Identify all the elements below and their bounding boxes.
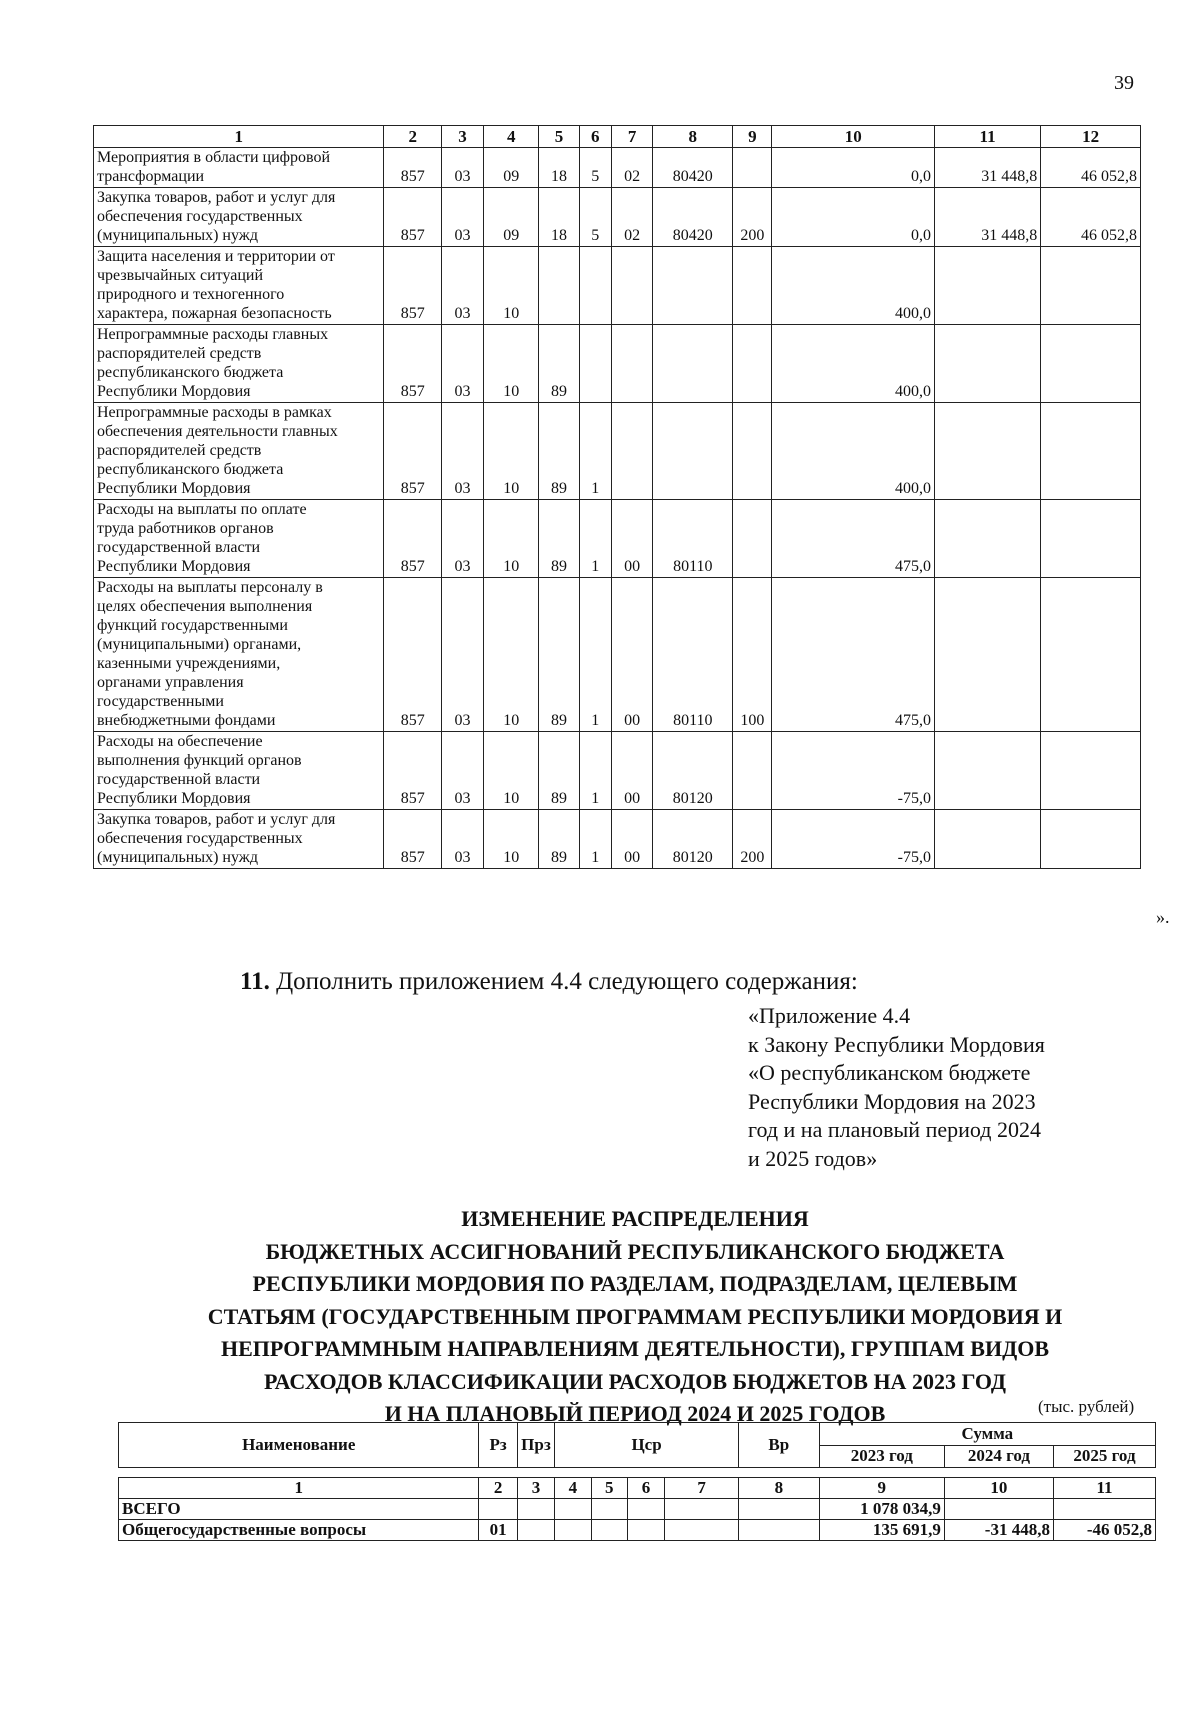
table-row [94, 247, 1141, 325]
column-header: 7 [612, 126, 653, 148]
table-cell [665, 1520, 739, 1541]
row-name-line: Расходы на выплаты персоналу в [97, 579, 323, 596]
table-cell [738, 1499, 819, 1520]
column-number: 1 [119, 1478, 479, 1499]
table-cell: 10 [484, 325, 539, 403]
table-cell: 857 [384, 403, 441, 500]
item-number: 11. [240, 968, 270, 995]
table-cell [1041, 403, 1141, 500]
table-cell: 00 [612, 500, 653, 578]
item-11-paragraph [240, 968, 858, 996]
table-cell [579, 247, 612, 325]
table-cell [934, 732, 1040, 810]
header-sum: Сумма [819, 1423, 1155, 1446]
row-name-line: государственными [97, 693, 224, 710]
column-number: 3 [517, 1478, 554, 1499]
appendix-reference [748, 1002, 1128, 1173]
column-header: 12 [1041, 126, 1141, 148]
appendix-line: Республики Мордовия на 2023 [748, 1088, 1036, 1114]
row-name: ВСЕГО [119, 1499, 479, 1520]
table-cell: 18 [539, 148, 579, 188]
table-cell [1041, 500, 1141, 578]
table-cell: 5 [579, 148, 612, 188]
row-name-line: распорядителей средств [97, 442, 262, 459]
row-name-line: (муниципальных) нужд [97, 849, 258, 866]
table-cell: 10 [484, 732, 539, 810]
table-cell: 09 [484, 148, 539, 188]
table-cell [517, 1499, 554, 1520]
table-cell: 03 [441, 810, 483, 869]
table-cell [555, 1499, 591, 1520]
table-cell [1041, 810, 1141, 869]
table-cell: 857 [384, 810, 441, 869]
table-cell [612, 325, 653, 403]
heading-line: И НА ПЛАНОВЫЙ ПЕРИОД 2024 И 2025 ГОДОВ [384, 1401, 886, 1426]
table-cell: 80120 [653, 732, 733, 810]
table-cell [934, 578, 1040, 732]
table2-gap [119, 1468, 1156, 1478]
table-cell [934, 810, 1040, 869]
table-cell [733, 500, 772, 578]
table-cell [653, 247, 733, 325]
appendix-line: год и на плановый период 2024 [748, 1117, 1041, 1142]
table-cell: 46 052,8 [1041, 148, 1141, 188]
table-row [119, 1499, 1156, 1520]
row-name-line: Непрограммные расходы главных [97, 326, 329, 343]
heading-line: СТАТЬЯМ (ГОСУДАРСТВЕННЫМ ПРОГРАММАМ РЕСПУБЛИКИ МОРДОВИЯ И [207, 1303, 1063, 1329]
row-name-line: обеспечения государственных [97, 208, 303, 225]
row-name [94, 325, 384, 403]
row-name-line: обеспечения деятельности главных [97, 423, 338, 440]
table-row [119, 1520, 1156, 1541]
table-cell: 10 [484, 403, 539, 500]
table-cell: 00 [612, 578, 653, 732]
row-name [94, 188, 384, 247]
row-name [94, 403, 384, 500]
table-row [94, 500, 1141, 578]
table-cell: -75,0 [772, 732, 935, 810]
table-cell: 1 078 034,9 [819, 1499, 944, 1520]
table-cell [479, 1499, 517, 1520]
row-name-line: труда работников органов [97, 520, 274, 537]
table-row [94, 810, 1141, 869]
table-cell: 857 [384, 325, 441, 403]
table-cell [579, 325, 612, 403]
row-name-line: Закупка товаров, работ и услуг для [97, 189, 336, 206]
row-name [94, 247, 384, 325]
row-name-line: Республики Мордовия [97, 383, 251, 400]
column-header: 11 [934, 126, 1040, 148]
table-cell: 80110 [653, 500, 733, 578]
row-name-line: функций государственными [97, 617, 288, 634]
table-row [94, 403, 1141, 500]
table-cell: -75,0 [772, 810, 935, 869]
table-cell: 857 [384, 148, 441, 188]
table-cell [733, 148, 772, 188]
heading-line: РЕСПУБЛИКИ МОРДОВИЯ ПО РАЗДЕЛАМ, ПОДРАЗДЕЛАМ, ЦЕЛЕВЫМ [252, 1271, 1018, 1296]
table-cell: 46 052,8 [1041, 188, 1141, 247]
column-header: 1 [94, 126, 384, 148]
table-cell [738, 1520, 819, 1541]
header-rz: Рз [479, 1423, 517, 1468]
column-number: 8 [738, 1478, 819, 1499]
row-name-line: Непрограммные расходы в рамках [97, 404, 332, 421]
row-name-line: казенными учреждениями, [97, 655, 281, 672]
table-cell [591, 1520, 627, 1541]
column-number: 11 [1053, 1478, 1155, 1499]
header-2023: 2023 год [819, 1445, 944, 1468]
row-name-line: государственной власти [97, 539, 261, 556]
table-cell: 1 [579, 732, 612, 810]
row-name-line: чрезвычайных ситуаций [97, 267, 264, 284]
table-cell: 475,0 [772, 578, 935, 732]
row-name-line: выполнения функций органов [97, 752, 302, 769]
section-heading [150, 1203, 1120, 1431]
header-2025: 2025 год [1053, 1445, 1155, 1468]
table-cell: 89 [539, 325, 579, 403]
row-name-line: распорядителей средств [97, 345, 262, 362]
table-cell: 03 [441, 403, 483, 500]
row-name-line: обеспечения государственных [97, 830, 303, 847]
table-cell: 31 448,8 [934, 188, 1040, 247]
table-cell: 857 [384, 578, 441, 732]
table-cell: 03 [441, 148, 483, 188]
column-number: 6 [627, 1478, 664, 1499]
column-number: 2 [479, 1478, 517, 1499]
table-cell: 0,0 [772, 188, 935, 247]
table-cell [733, 732, 772, 810]
table-cell [1041, 732, 1141, 810]
row-name [94, 578, 384, 732]
table-cell: -31 448,8 [944, 1520, 1053, 1541]
table2-number-row [119, 1478, 1156, 1499]
column-header: 9 [733, 126, 772, 148]
column-number: 7 [665, 1478, 739, 1499]
header-vr: Вр [738, 1423, 819, 1468]
table-cell: 18 [539, 188, 579, 247]
column-header: 6 [579, 126, 612, 148]
table-cell: 89 [539, 578, 579, 732]
table-row [94, 732, 1141, 810]
row-name-line: Республики Мордовия [97, 558, 251, 575]
table-cell [944, 1499, 1053, 1520]
heading-line: РАСХОДОВ КЛАССИФИКАЦИИ РАСХОДОВ БЮДЖЕТОВ НА 2023 ГОД [263, 1368, 1007, 1394]
row-name-line: Защита населения и территории от [97, 248, 335, 265]
row-name [94, 148, 384, 188]
heading-line: БЮДЖЕТНЫХ АССИГНОВАНИЙ РЕСПУБЛИКАНСКОГО БЮДЖЕТА [265, 1238, 1005, 1264]
table-cell [1053, 1499, 1155, 1520]
table-cell: 80110 [653, 578, 733, 732]
header-name: Наименование [119, 1423, 479, 1468]
column-number: 10 [944, 1478, 1053, 1499]
table-cell: 1 [579, 578, 612, 732]
heading-line: НЕПРОГРАММНЫМ НАПРАВЛЕНИЯМ ДЕЯТЕЛЬНОСТИ), ГРУППАМ ВИДОВ [221, 1336, 1049, 1361]
row-name-line: внебюджетными фондами [97, 712, 276, 729]
table-cell [539, 247, 579, 325]
row-name-line: государственной власти [97, 771, 261, 788]
column-header: 5 [539, 126, 579, 148]
table-cell: 1 [579, 810, 612, 869]
row-name-line: трансформации [97, 168, 205, 185]
table-cell: 857 [384, 732, 441, 810]
table-cell [517, 1520, 554, 1541]
column-number: 9 [819, 1478, 944, 1499]
row-name-line: Закупка товаров, работ и услуг для [97, 811, 336, 828]
table-cell [627, 1499, 664, 1520]
table-cell: 857 [384, 188, 441, 247]
row-name-line: (муниципальными) органами, [97, 636, 302, 653]
table-cell: 03 [441, 247, 483, 325]
row-name-line: природного и техногенного [97, 286, 285, 303]
table-cell: 400,0 [772, 403, 935, 500]
table-cell: 03 [441, 325, 483, 403]
table-cell: 10 [484, 578, 539, 732]
table-cell [1041, 247, 1141, 325]
table-cell: 475,0 [772, 500, 935, 578]
table-header-row [94, 126, 1141, 148]
item-text: Дополнить приложением 4.4 следующего содержания: [269, 968, 858, 995]
table-cell: 10 [484, 247, 539, 325]
budget-allocation-table [118, 1422, 1156, 1541]
table-cell: 03 [441, 500, 483, 578]
table-cell [653, 403, 733, 500]
table-cell: 200 [733, 810, 772, 869]
column-number: 5 [591, 1478, 627, 1499]
table-cell: 00 [612, 810, 653, 869]
table-cell: 31 448,8 [934, 148, 1040, 188]
table-cell: 1 [579, 403, 612, 500]
table-cell: 03 [441, 188, 483, 247]
table-row [94, 148, 1141, 188]
table-cell: 02 [612, 148, 653, 188]
units-label: (тыс. рублей) [1038, 1397, 1135, 1416]
table-cell: 02 [612, 188, 653, 247]
column-header: 8 [653, 126, 733, 148]
row-name-line: Республики Мордовия [97, 790, 251, 807]
table-cell [612, 247, 653, 325]
closing-quote: ». [1156, 907, 1170, 927]
table-cell: 89 [539, 810, 579, 869]
row-name [94, 810, 384, 869]
column-header: 10 [772, 126, 935, 148]
table-cell [934, 403, 1040, 500]
table-cell [733, 325, 772, 403]
table-cell [555, 1520, 591, 1541]
table-cell [612, 403, 653, 500]
table-cell: 03 [441, 732, 483, 810]
row-name-line: Расходы на выплаты по оплате [97, 501, 307, 518]
table-cell: 857 [384, 247, 441, 325]
table-cell: 09 [484, 188, 539, 247]
table-cell: 00 [612, 732, 653, 810]
header-prz: Прз [517, 1423, 554, 1468]
row-name: Общегосударственные вопросы [119, 1520, 479, 1541]
header-2024: 2024 год [944, 1445, 1053, 1468]
column-header: 2 [384, 126, 441, 148]
table-row [94, 188, 1141, 247]
table-cell [733, 403, 772, 500]
table-cell: 135 691,9 [819, 1520, 944, 1541]
table-cell: 01 [479, 1520, 517, 1541]
table-row [94, 325, 1141, 403]
header-csr: Цср [555, 1423, 739, 1468]
table-cell [934, 325, 1040, 403]
row-name-line: республиканского бюджета [97, 364, 284, 381]
table-cell: 100 [733, 578, 772, 732]
row-name-line: органами управления [97, 674, 244, 691]
table-cell [627, 1520, 664, 1541]
page-number: 39 [1114, 72, 1134, 94]
table-cell: 80420 [653, 188, 733, 247]
column-header: 4 [484, 126, 539, 148]
table-cell: -46 052,8 [1053, 1520, 1155, 1541]
table-cell [665, 1499, 739, 1520]
appendix-line: «О республиканском бюджете [748, 1060, 1031, 1085]
table2-header-row1 [119, 1423, 1156, 1446]
table-cell [1041, 578, 1141, 732]
table-cell: 400,0 [772, 325, 935, 403]
row-name-line: Расходы на обеспечение [97, 733, 263, 750]
row-name [94, 500, 384, 578]
table-row [94, 578, 1141, 732]
appendix-line: «Приложение 4.4 [748, 1003, 911, 1028]
row-name-line: характера, пожарная безопасность [97, 305, 332, 322]
table-cell: 5 [579, 188, 612, 247]
appendix-line: и 2025 годов» [748, 1145, 878, 1171]
column-header: 3 [441, 126, 483, 148]
column-number: 4 [555, 1478, 591, 1499]
table-cell: 89 [539, 732, 579, 810]
table-cell: 400,0 [772, 247, 935, 325]
table-cell: 80420 [653, 148, 733, 188]
heading-line: ИЗМЕНЕНИЕ РАСПРЕДЕЛЕНИЯ [461, 1206, 809, 1231]
budget-table-continuation [93, 125, 1141, 869]
appendix-line: к Закону Республики Мордовия [748, 1031, 1045, 1057]
table-cell: 200 [733, 188, 772, 247]
table-cell: 89 [539, 403, 579, 500]
table-cell [591, 1499, 627, 1520]
table-cell: 857 [384, 500, 441, 578]
row-name-line: республиканского бюджета [97, 461, 284, 478]
row-name-line: целях обеспечения выполнения [97, 598, 313, 615]
table-cell: 1 [579, 500, 612, 578]
row-name-line: Республики Мордовия [97, 480, 251, 497]
row-name-line: Мероприятия в области цифровой [97, 149, 331, 166]
row-name [94, 732, 384, 810]
table-cell [934, 500, 1040, 578]
table-cell: 80120 [653, 810, 733, 869]
table-cell [733, 247, 772, 325]
row-name-line: (муниципальных) нужд [97, 227, 258, 244]
table-cell: 89 [539, 500, 579, 578]
table-cell [1041, 325, 1141, 403]
table-cell [653, 325, 733, 403]
table-cell: 03 [441, 578, 483, 732]
table-cell: 10 [484, 810, 539, 869]
table-cell: 0,0 [772, 148, 935, 188]
table-cell: 10 [484, 500, 539, 578]
table-cell [934, 247, 1040, 325]
